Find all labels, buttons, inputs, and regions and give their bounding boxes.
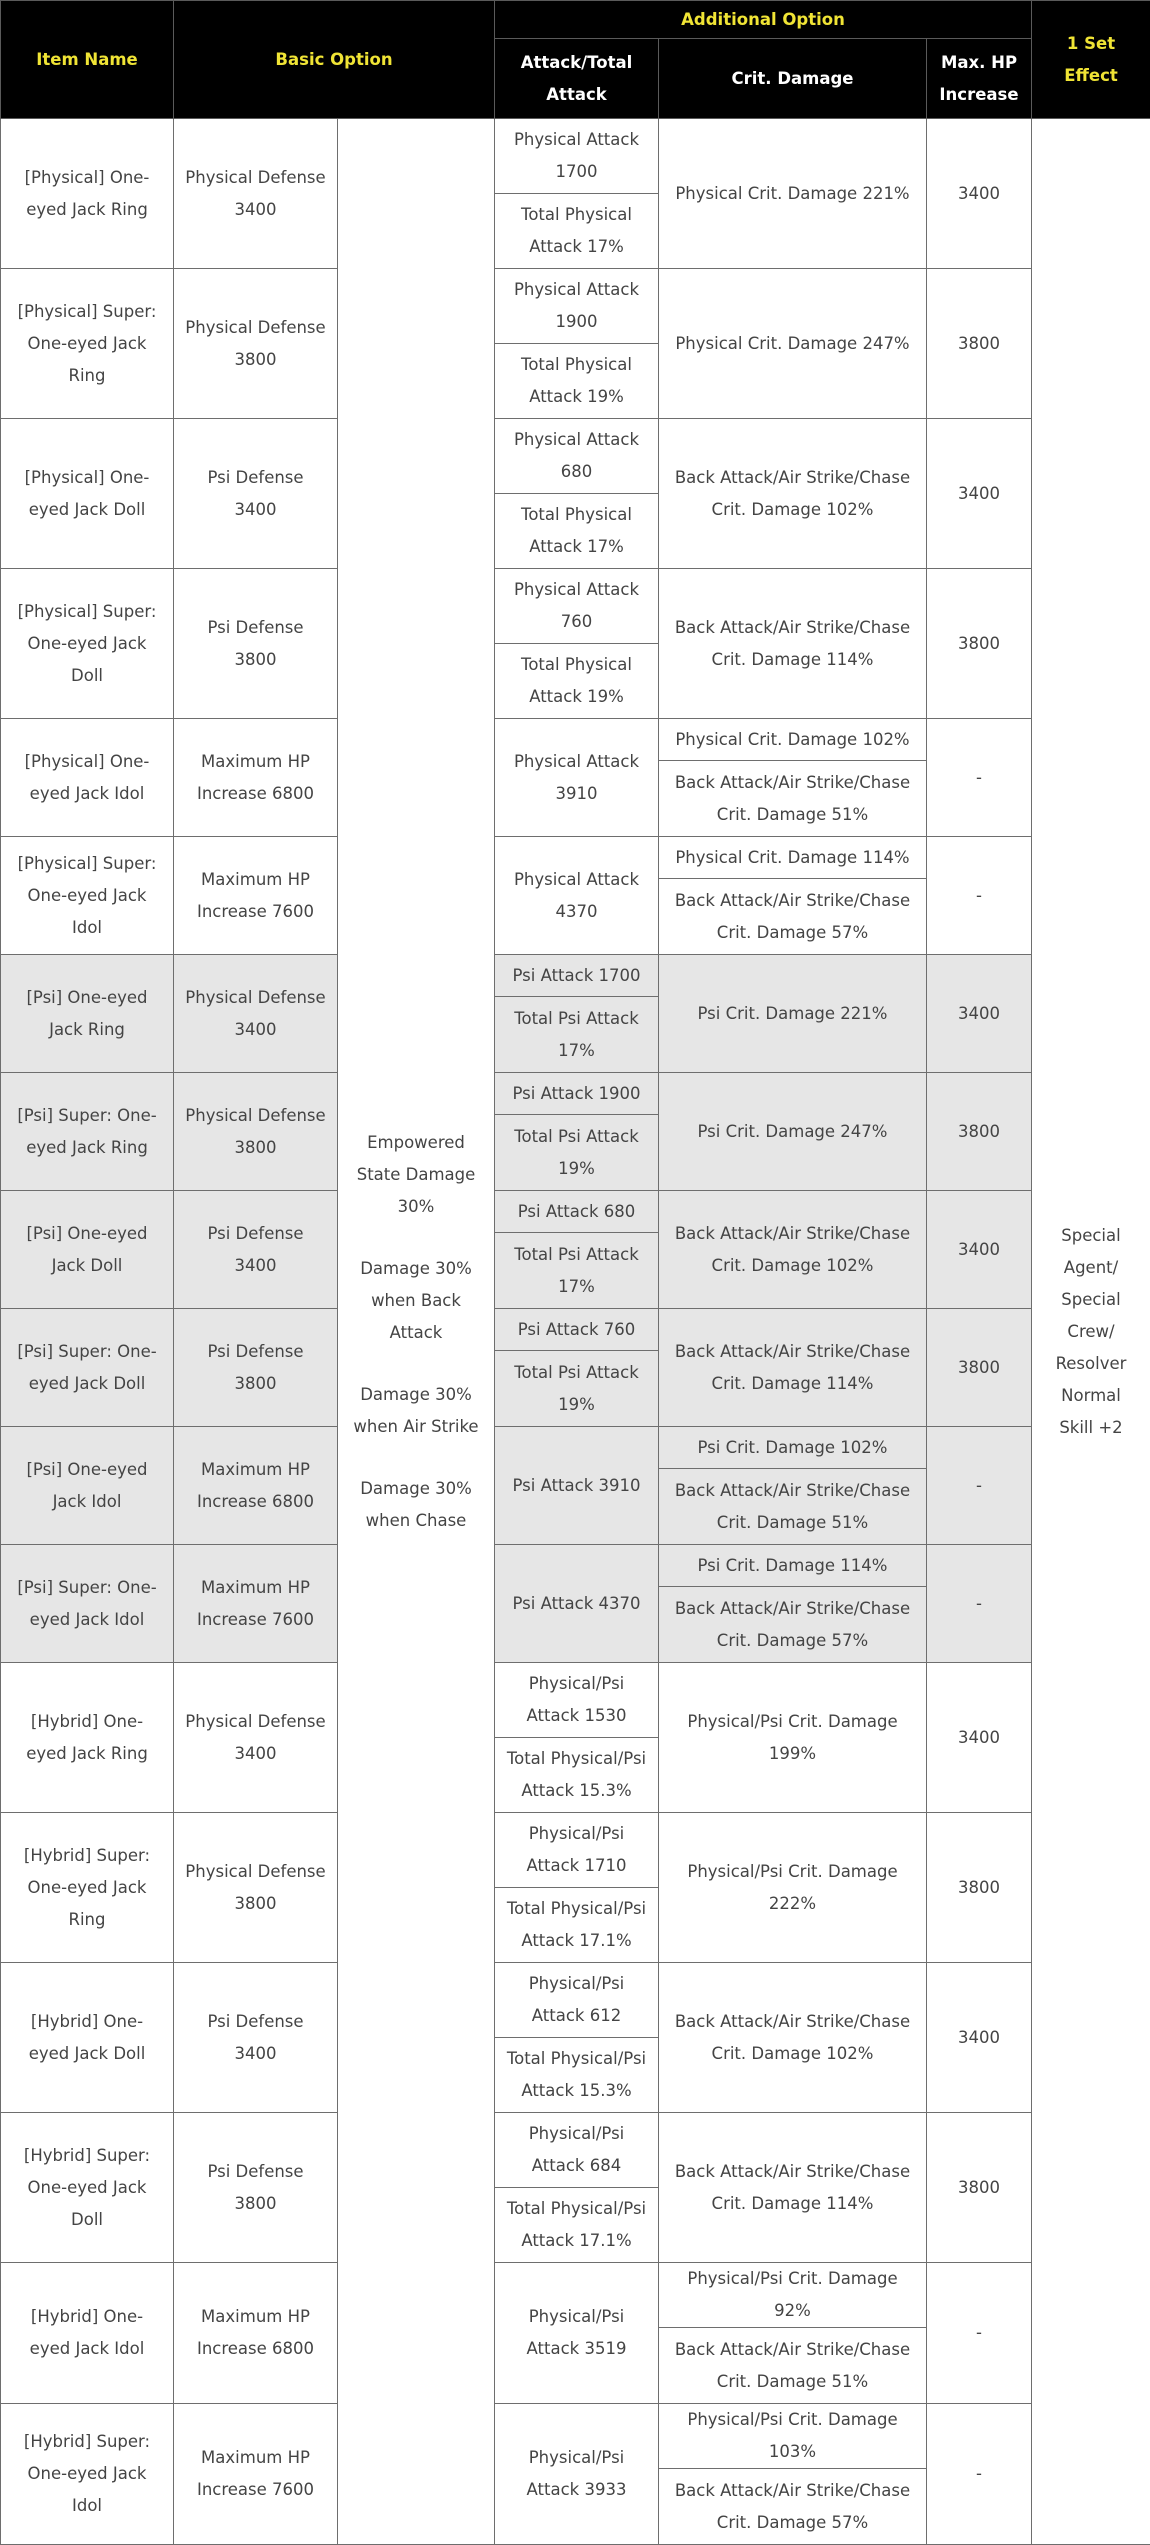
max-hp-cell: 3800	[927, 2113, 1032, 2263]
attack-cell: Physical/Psi Attack 612	[495, 1963, 659, 2038]
header-item-name: Item Name	[1, 1, 174, 119]
max-hp-cell: 3400	[927, 119, 1032, 269]
table-row	[1, 569, 1150, 644]
item-name-cell: [Physical] One-eyed Jack Idol	[1, 719, 174, 837]
basic-option-cell: Maximum HP Increase 6800	[174, 2263, 338, 2404]
attack-cell: Psi Attack 3910	[495, 1427, 659, 1545]
item-name-cell: [Hybrid] Super: One-eyed Jack Idol	[1, 2404, 174, 2545]
table-row	[1, 1427, 1150, 1469]
total-attack-cell: Total Psi Attack 19%	[495, 1115, 659, 1191]
max-hp-cell: -	[927, 2263, 1032, 2404]
table-row	[1, 419, 1150, 494]
item-name-cell: [Physical] One-eyed Jack Doll	[1, 419, 174, 569]
basic-option-cell: Physical Defense 3400	[174, 119, 338, 269]
max-hp-cell: 3800	[927, 1073, 1032, 1191]
attack-cell: Physical/Psi Attack 3933	[495, 2404, 659, 2545]
attack-cell: Physical Attack 4370	[495, 837, 659, 955]
basic-option-cell: Maximum HP Increase 6800	[174, 1427, 338, 1545]
set-effect-cell: Special Agent/ Special Crew/ Resolver Normal Skill +2	[1032, 119, 1150, 2545]
item-name-cell: [Physical] Super: One-eyed Jack Idol	[1, 837, 174, 955]
attack-cell: Physical/Psi Attack 1710	[495, 1813, 659, 1888]
item-name-cell: [Hybrid] One-eyed Jack Doll	[1, 1963, 174, 2113]
shared-option-line: Empowered State Damage 30%	[348, 1127, 484, 1223]
shared-option-line: Damage 30% when Chase	[348, 1473, 484, 1537]
item-name-cell: [Psi] Super: One-eyed Jack Doll	[1, 1309, 174, 1427]
table-row	[1, 1813, 1150, 1888]
attack-cell: Psi Attack 760	[495, 1309, 659, 1351]
crit-damage-cell: Physical Crit. Damage 102%	[659, 719, 927, 761]
max-hp-cell: 3400	[927, 1191, 1032, 1309]
crit-damage-cell: Back Attack/Air Strike/Chase Crit. Damage 114%	[659, 1309, 927, 1427]
max-hp-cell: 3400	[927, 955, 1032, 1073]
header-attack: Attack/Total Attack	[495, 39, 659, 119]
total-attack-cell: Total Psi Attack 19%	[495, 1351, 659, 1427]
max-hp-cell: 3800	[927, 1813, 1032, 1963]
basic-option-cell: Maximum HP Increase 7600	[174, 837, 338, 955]
table-body	[1, 119, 1150, 2545]
attack-cell: Physical Attack 760	[495, 569, 659, 644]
max-hp-cell: -	[927, 1545, 1032, 1663]
crit-damage-cell: Back Attack/Air Strike/Chase Crit. Damage 102%	[659, 1963, 927, 2113]
table-row	[1, 1073, 1150, 1115]
crit-damage-cell: Back Attack/Air Strike/Chase Crit. Damage 102%	[659, 1191, 927, 1309]
attack-cell: Physical Attack 3910	[495, 719, 659, 837]
table-row	[1, 719, 1150, 761]
basic-option-cell: Physical Defense 3800	[174, 1073, 338, 1191]
crit-damage-cell: Back Attack/Air Strike/Chase Crit. Damage 57%	[659, 1587, 927, 1663]
item-name-cell: [Psi] Super: One-eyed Jack Idol	[1, 1545, 174, 1663]
max-hp-cell: 3800	[927, 569, 1032, 719]
max-hp-cell: 3400	[927, 1663, 1032, 1813]
basic-option-cell: Physical Defense 3400	[174, 1663, 338, 1813]
total-attack-cell: Total Physical Attack 19%	[495, 344, 659, 419]
crit-damage-cell: Psi Crit. Damage 247%	[659, 1073, 927, 1191]
attack-cell: Physical/Psi Attack 684	[495, 2113, 659, 2188]
item-name-cell: [Hybrid] One-eyed Jack Ring	[1, 1663, 174, 1813]
basic-option-cell: Physical Defense 3400	[174, 955, 338, 1073]
item-name-cell: [Physical] One-eyed Jack Ring	[1, 119, 174, 269]
crit-damage-cell: Back Attack/Air Strike/Chase Crit. Damage 102%	[659, 419, 927, 569]
total-attack-cell: Total Physical Attack 17%	[495, 194, 659, 269]
basic-option-cell: Psi Defense 3400	[174, 419, 338, 569]
item-name-cell: [Psi] One-eyed Jack Idol	[1, 1427, 174, 1545]
crit-damage-cell: Back Attack/Air Strike/Chase Crit. Damage 114%	[659, 569, 927, 719]
attack-cell: Physical Attack 1900	[495, 269, 659, 344]
crit-damage-cell: Back Attack/Air Strike/Chase Crit. Damage 51%	[659, 1469, 927, 1545]
table-row	[1, 269, 1150, 344]
table-row	[1, 2113, 1150, 2188]
total-attack-cell: Total Physical/Psi Attack 17.1%	[495, 1888, 659, 1963]
basic-option-cell: Maximum HP Increase 6800	[174, 719, 338, 837]
header-additional-option: Additional Option	[495, 1, 1032, 39]
item-name-cell: [Hybrid] One-eyed Jack Idol	[1, 2263, 174, 2404]
basic-option-cell: Physical Defense 3800	[174, 269, 338, 419]
attack-cell: Psi Attack 680	[495, 1191, 659, 1233]
basic-option-cell: Maximum HP Increase 7600	[174, 1545, 338, 1663]
attack-cell: Physical/Psi Attack 3519	[495, 2263, 659, 2404]
basic-option-cell: Maximum HP Increase 7600	[174, 2404, 338, 2545]
basic-option-cell: Psi Defense 3800	[174, 2113, 338, 2263]
item-name-cell: [Physical] Super: One-eyed Jack Doll	[1, 569, 174, 719]
total-attack-cell: Total Physical/Psi Attack 17.1%	[495, 2188, 659, 2263]
max-hp-cell: -	[927, 2404, 1032, 2545]
crit-damage-cell: Physical/Psi Crit. Damage 199%	[659, 1663, 927, 1813]
table-row	[1, 2263, 1150, 2328]
crit-damage-cell: Back Attack/Air Strike/Chase Crit. Damage 57%	[659, 2469, 927, 2545]
basic-option-cell: Psi Defense 3400	[174, 1963, 338, 2113]
table-row	[1, 119, 1150, 194]
item-name-cell: [Psi] One-eyed Jack Ring	[1, 955, 174, 1073]
crit-damage-cell: Physical Crit. Damage 221%	[659, 119, 927, 269]
attack-cell: Psi Attack 1700	[495, 955, 659, 997]
table-row	[1, 1309, 1150, 1351]
shared-option-cell	[338, 119, 495, 2545]
crit-damage-cell: Back Attack/Air Strike/Chase Crit. Damage 51%	[659, 2328, 927, 2404]
header-crit-damage: Crit. Damage	[659, 39, 927, 119]
max-hp-cell: -	[927, 719, 1032, 837]
crit-damage-cell: Physical/Psi Crit. Damage 92%	[659, 2263, 927, 2328]
max-hp-cell: -	[927, 837, 1032, 955]
table-row	[1, 1963, 1150, 2038]
crit-damage-cell: Back Attack/Air Strike/Chase Crit. Damage 51%	[659, 761, 927, 837]
total-attack-cell: Total Physical Attack 19%	[495, 644, 659, 719]
crit-damage-cell: Physical/Psi Crit. Damage 222%	[659, 1813, 927, 1963]
max-hp-cell: 3400	[927, 1963, 1032, 2113]
header-basic-option: Basic Option	[174, 1, 495, 119]
header-max-hp: Max. HP Increase	[927, 39, 1032, 119]
item-name-cell: [Physical] Super: One-eyed Jack Ring	[1, 269, 174, 419]
crit-damage-cell: Physical/Psi Crit. Damage 103%	[659, 2404, 927, 2469]
crit-damage-cell: Physical Crit. Damage 247%	[659, 269, 927, 419]
basic-option-cell: Psi Defense 3800	[174, 1309, 338, 1427]
total-attack-cell: Total Physical/Psi Attack 15.3%	[495, 2038, 659, 2113]
table-row	[1, 2404, 1150, 2469]
table-row	[1, 1545, 1150, 1587]
attack-cell: Physical Attack 1700	[495, 119, 659, 194]
max-hp-cell: 3800	[927, 269, 1032, 419]
table-row	[1, 1663, 1150, 1738]
table-row	[1, 955, 1150, 997]
total-attack-cell: Total Physical Attack 17%	[495, 494, 659, 569]
shared-option-line: Damage 30% when Back Attack	[348, 1253, 484, 1349]
max-hp-cell: 3400	[927, 419, 1032, 569]
crit-damage-cell: Psi Crit. Damage 102%	[659, 1427, 927, 1469]
basic-option-cell: Physical Defense 3800	[174, 1813, 338, 1963]
crit-damage-cell: Psi Crit. Damage 221%	[659, 955, 927, 1073]
table-row	[1, 1191, 1150, 1233]
total-attack-cell: Total Physical/Psi Attack 15.3%	[495, 1738, 659, 1813]
crit-damage-cell: Physical Crit. Damage 114%	[659, 837, 927, 879]
item-name-cell: [Psi] Super: One-eyed Jack Ring	[1, 1073, 174, 1191]
basic-option-cell: Psi Defense 3400	[174, 1191, 338, 1309]
item-name-cell: [Hybrid] Super: One-eyed Jack Doll	[1, 2113, 174, 2263]
attack-cell: Physical Attack 680	[495, 419, 659, 494]
table-row	[1, 837, 1150, 879]
max-hp-cell: 3800	[927, 1309, 1032, 1427]
shared-option-line: Damage 30% when Air Strike	[348, 1379, 484, 1443]
header-set-effect: 1 Set Effect	[1032, 1, 1150, 119]
crit-damage-cell: Back Attack/Air Strike/Chase Crit. Damage 114%	[659, 2113, 927, 2263]
total-attack-cell: Total Psi Attack 17%	[495, 1233, 659, 1309]
total-attack-cell: Total Psi Attack 17%	[495, 997, 659, 1073]
max-hp-cell: -	[927, 1427, 1032, 1545]
item-name-cell: [Psi] One-eyed Jack Doll	[1, 1191, 174, 1309]
crit-damage-cell: Psi Crit. Damage 114%	[659, 1545, 927, 1587]
item-name-cell: [Hybrid] Super: One-eyed Jack Ring	[1, 1813, 174, 1963]
attack-cell: Psi Attack 4370	[495, 1545, 659, 1663]
attack-cell: Psi Attack 1900	[495, 1073, 659, 1115]
attack-cell: Physical/Psi Attack 1530	[495, 1663, 659, 1738]
crit-damage-cell: Back Attack/Air Strike/Chase Crit. Damage 57%	[659, 879, 927, 955]
basic-option-cell: Psi Defense 3800	[174, 569, 338, 719]
